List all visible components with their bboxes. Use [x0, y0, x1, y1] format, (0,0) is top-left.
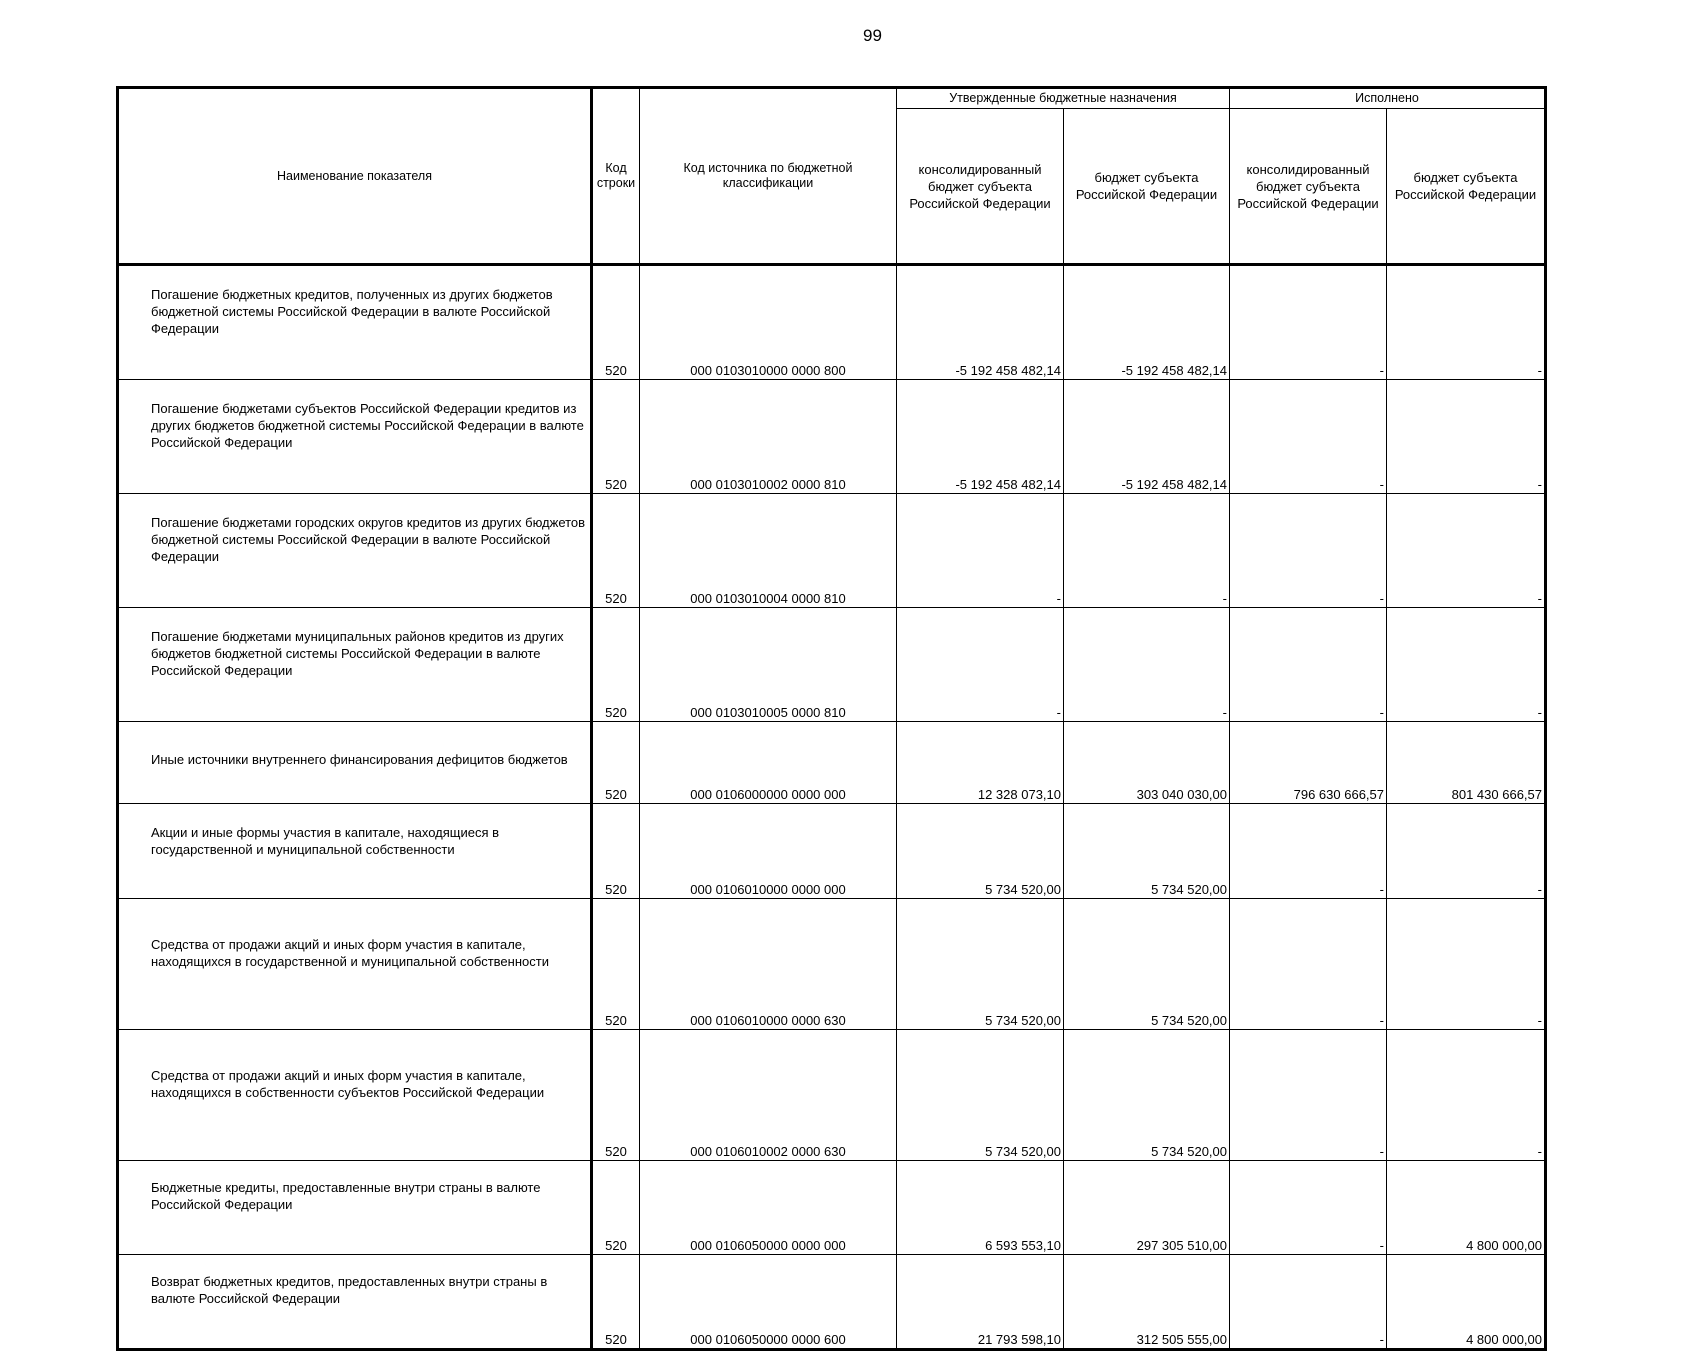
- row-kod: 520: [592, 494, 640, 608]
- column-header-executed-consolidated: консолидированный бюджет субъекта Российской Федерации: [1230, 109, 1387, 265]
- row-executed-subject: -: [1387, 380, 1546, 494]
- table-row: [118, 1161, 1546, 1255]
- column-group-executed: Исполнено: [1230, 88, 1546, 109]
- row-approved-subject: 297 305 510,00: [1064, 1161, 1230, 1255]
- row-source-code: 000 0106050000 0000 600: [640, 1255, 897, 1350]
- column-group-approved: Утвержденные бюджетные назначения: [897, 88, 1230, 109]
- row-executed-consolidated: -: [1230, 494, 1387, 608]
- table-row: [118, 1030, 1546, 1161]
- row-executed-subject: -: [1387, 265, 1546, 380]
- row-source-code: 000 0106010000 0000 630: [640, 899, 897, 1030]
- row-executed-consolidated: -: [1230, 1030, 1387, 1161]
- page-number: 99: [863, 26, 882, 45]
- row-source-code: 000 0103010005 0000 810: [640, 608, 897, 722]
- column-header-source: Код источника по бюджетной классификации: [640, 88, 897, 265]
- row-kod: 520: [592, 804, 640, 899]
- row-executed-subject: 4 800 000,00: [1387, 1255, 1546, 1350]
- row-source-code: 000 0103010000 0000 800: [640, 265, 897, 380]
- row-executed-consolidated: -: [1230, 899, 1387, 1030]
- table-row: [118, 899, 1546, 1030]
- table-row: [118, 608, 1546, 722]
- table-row: [118, 265, 1546, 380]
- row-approved-consolidated: 5 734 520,00: [897, 804, 1064, 899]
- row-kod: 520: [592, 1030, 640, 1161]
- row-approved-subject: -5 192 458 482,14: [1064, 380, 1230, 494]
- row-kod: 520: [592, 1161, 640, 1255]
- row-approved-subject: -: [1064, 608, 1230, 722]
- table-body: [118, 265, 1546, 1350]
- row-name: Погашение бюджетами субъектов Российской Федерации кредитов из других бюджетов бюджетной системы Российской Федерации в валюте Российской Федерации: [118, 380, 592, 494]
- row-approved-consolidated: -: [897, 608, 1064, 722]
- row-kod: 520: [592, 1255, 640, 1350]
- row-executed-consolidated: -: [1230, 380, 1387, 494]
- row-source-code: 000 0106010002 0000 630: [640, 1030, 897, 1161]
- row-kod: 520: [592, 722, 640, 804]
- row-name: Бюджетные кредиты, предоставленные внутри страны в валюте Российской Федерации: [118, 1161, 592, 1255]
- row-source-code: 000 0103010004 0000 810: [640, 494, 897, 608]
- row-name: Погашение бюджетами муниципальных районов кредитов из других бюджетов бюджетной системы Российской Федерации в валюте Российской Федерации: [118, 608, 592, 722]
- row-approved-subject: -: [1064, 494, 1230, 608]
- column-header-name: Наименование показателя: [118, 88, 592, 265]
- row-executed-consolidated: -: [1230, 804, 1387, 899]
- row-approved-consolidated: 5 734 520,00: [897, 1030, 1064, 1161]
- row-name: Иные источники внутреннего финансирования дефицитов бюджетов: [118, 722, 592, 804]
- row-name: Средства от продажи акций и иных форм участия в капитале, находящихся в государственной и муниципальной собственности: [118, 899, 592, 1030]
- table-row: [118, 1255, 1546, 1350]
- row-approved-consolidated: -: [897, 494, 1064, 608]
- row-name: Погашение бюджетами городских округов кредитов из других бюджетов бюджетной системы Российской Федерации в валюте Российской Федерации: [118, 494, 592, 608]
- column-header-kod: Код строки: [592, 88, 640, 265]
- row-approved-consolidated: 21 793 598,10: [897, 1255, 1064, 1350]
- row-executed-subject: 801 430 666,57: [1387, 722, 1546, 804]
- row-approved-subject: 5 734 520,00: [1064, 1030, 1230, 1161]
- row-approved-subject: 5 734 520,00: [1064, 804, 1230, 899]
- row-source-code: 000 0106050000 0000 000: [640, 1161, 897, 1255]
- column-header-approved-subject: бюджет субъекта Российской Федерации: [1064, 109, 1230, 265]
- row-approved-subject: 303 040 030,00: [1064, 722, 1230, 804]
- row-source-code: 000 0106010000 0000 000: [640, 804, 897, 899]
- row-kod: 520: [592, 608, 640, 722]
- row-approved-consolidated: 6 593 553,10: [897, 1161, 1064, 1255]
- row-name: Акции и иные формы участия в капитале, находящиеся в государственной и муниципальной собственности: [118, 804, 592, 899]
- row-executed-consolidated: 796 630 666,57: [1230, 722, 1387, 804]
- row-executed-consolidated: -: [1230, 1161, 1387, 1255]
- table-header: [118, 88, 1546, 265]
- row-executed-subject: -: [1387, 1030, 1546, 1161]
- row-name: Средства от продажи акций и иных форм участия в капитале, находящихся в собственности субъектов Российской Федерации: [118, 1030, 592, 1161]
- row-source-code: 000 0106000000 0000 000: [640, 722, 897, 804]
- row-approved-subject: 5 734 520,00: [1064, 899, 1230, 1030]
- column-header-executed-subject: бюджет субъекта Российской Федерации: [1387, 109, 1546, 265]
- row-approved-subject: -5 192 458 482,14: [1064, 265, 1230, 380]
- row-executed-subject: -: [1387, 494, 1546, 608]
- row-executed-consolidated: -: [1230, 265, 1387, 380]
- row-approved-subject: 312 505 555,00: [1064, 1255, 1230, 1350]
- table-row: [118, 494, 1546, 608]
- row-approved-consolidated: -5 192 458 482,14: [897, 265, 1064, 380]
- row-source-code: 000 0103010002 0000 810: [640, 380, 897, 494]
- row-name: Погашение бюджетных кредитов, полученных из других бюджетов бюджетной системы Российской Федерации в валюте Российской Федерации: [118, 265, 592, 380]
- row-executed-subject: -: [1387, 804, 1546, 899]
- row-approved-consolidated: 5 734 520,00: [897, 899, 1064, 1030]
- table-row: [118, 804, 1546, 899]
- row-approved-consolidated: 12 328 073,10: [897, 722, 1064, 804]
- row-executed-subject: -: [1387, 899, 1546, 1030]
- financing-sources-table: [116, 86, 1547, 1351]
- row-executed-subject: 4 800 000,00: [1387, 1161, 1546, 1255]
- row-executed-consolidated: -: [1230, 1255, 1387, 1350]
- row-executed-subject: -: [1387, 608, 1546, 722]
- row-kod: 520: [592, 380, 640, 494]
- table-row: [118, 722, 1546, 804]
- row-approved-consolidated: -5 192 458 482,14: [897, 380, 1064, 494]
- table-row: [118, 380, 1546, 494]
- row-kod: 520: [592, 265, 640, 380]
- row-name: Возврат бюджетных кредитов, предоставленных внутри страны в валюте Российской Федерации: [118, 1255, 592, 1350]
- row-executed-consolidated: -: [1230, 608, 1387, 722]
- row-kod: 520: [592, 899, 640, 1030]
- column-header-approved-consolidated: консолидированный бюджет субъекта Российской Федерации: [897, 109, 1064, 265]
